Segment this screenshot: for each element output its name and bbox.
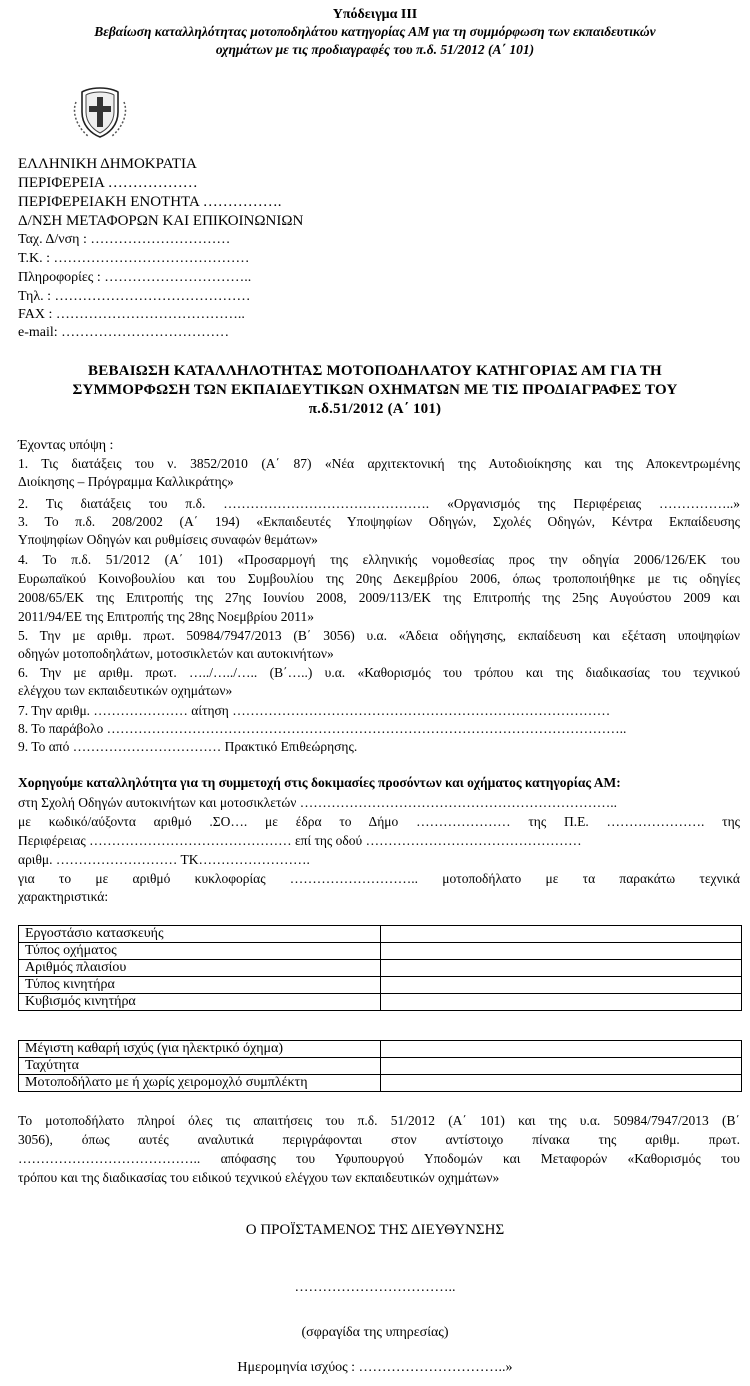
- signatory-role: Ο ΠΡΟΪΣΤΑΜΕΝΟΣ ΤΗΣ ΔΙΕΥΘΥΝΣΗΣ: [245, 1222, 505, 1238]
- document-title-line-3: π.δ.51/2012 (Α΄ 101): [308, 401, 442, 417]
- table-cell-label: Μέγιστη καθαρή ισχύς (για ηλεκτρικό όχημα): [19, 1041, 381, 1058]
- considering-line: 9. Το από …………………………… Πρακτικό Επιθεώρησης.: [18, 739, 358, 754]
- grant-line: αριθμ. ……………………… ΤΚ…………………….: [18, 852, 310, 867]
- grant-line: για το με αριθμό κυκλοφορίας ……………………….. μοτοποδήλατο με τα παρακάτω τεχνικά: [18, 871, 740, 886]
- considering-line: 2. Τις διατάξεις του π.δ. ………………………………………. «Οργανισμός της Περιφέρειας ……………..»: [18, 496, 740, 511]
- table-cell-value: [381, 1058, 742, 1075]
- coat-of-arms-icon: [70, 82, 130, 142]
- table-cell-value: [381, 1041, 742, 1058]
- table-row: [19, 1041, 742, 1058]
- table-cell-value: [381, 977, 742, 994]
- considering-line: 7. Την αριθμ. ………………… αίτηση …………………………………………………………………………: [18, 703, 611, 718]
- authority-line: ΕΛΛΗΝΙΚΗ ΔΗΜΟΚΡΑΤΙΑ: [18, 156, 197, 172]
- document-title-line-2: ΣΥΜΜΟΡΦΩΣΗ ΤΩΝ ΕΚΠΑΙΔΕΥΤΙΚΩΝ ΟΧΗΜΑΤΩΝ ΜΕ ΤΙΣ ΠΡΟΔΙΑΓΡΑΦΕΣ ΤΟΥ: [72, 382, 678, 398]
- authority-line: FAX : …………………………………..: [18, 307, 245, 322]
- authority-line: ΠΕΡΙΦΕΡΕΙΑ ………………: [18, 175, 198, 191]
- vehicle-specs-table: [18, 925, 742, 1011]
- table-row: [19, 1058, 742, 1075]
- table-row: [19, 943, 742, 960]
- subtitle-line-2: οχημάτων με τις προδιαγραφές του π.δ. 51/2012 (Α΄ 101): [215, 42, 535, 57]
- authority-line: Ταχ. Δ/νση : …………………………: [18, 232, 231, 247]
- validity-date: Ημερομηνία ισχύος : …………………………..»: [237, 1360, 513, 1375]
- table-row: [19, 994, 742, 1011]
- considering-line: ελέγχου των εκπαιδευτικών οχημάτων»: [18, 683, 233, 698]
- table-cell-label: Αριθμός πλαισίου: [19, 960, 381, 977]
- authority-line: Τηλ. : ……………………………………: [18, 289, 251, 304]
- considering-line: 1. Τις διατάξεις του ν. 3852/2010 (Α΄ 87) «Νέα αρχιτεκτονική της Αυτοδιοίκησης και της Αποκεντρωμένης: [18, 456, 740, 471]
- table-cell-value: [381, 943, 742, 960]
- table-row: [19, 977, 742, 994]
- table-cell-label: Τύπος κινητήρα: [19, 977, 381, 994]
- table-row: [19, 1075, 742, 1092]
- compliance-line: ………………………………….. απόφασης του Υφυπουργού Υποδομών και Μεταφορών «Καθορισμός του: [18, 1151, 740, 1166]
- table-cell-label: Κυβισμός κινητήρα: [19, 994, 381, 1011]
- table-cell-label: Τύπος οχήματος: [19, 943, 381, 960]
- grant-line: Περιφέρειας ……………………………………… επί της οδού …………………………………………: [18, 833, 582, 848]
- grant-line: χαρακτηριστικά:: [18, 889, 109, 904]
- considering-line: Ευρωπαϊκού Κοινοβουλίου και του Συμβουλίου της 20ης Δεκεμβρίου 2006, όπως τροποποιήθηκε με τις οδηγίες: [18, 571, 740, 586]
- table-cell-label: Εργοστάσιο κατασκευής: [19, 926, 381, 943]
- table-cell-label: Ταχύτητα: [19, 1058, 381, 1075]
- considering-intro: Έχοντας υπόψη :: [18, 438, 114, 453]
- table-cell-value: [381, 960, 742, 977]
- table-cell-label: Μοτοποδήλατο με ή χωρίς χειρομοχλό συμπλέκτη: [19, 1075, 381, 1092]
- grant-line: στη Σχολή Οδηγών αυτοκινήτων και μοτοσικλετών ……………………………………………………………..: [18, 795, 618, 810]
- authority-line: Δ/ΝΣΗ ΜΕΤΑΦΟΡΩΝ ΚΑΙ ΕΠΙΚΟΙΝΩΝΙΩΝ: [18, 213, 304, 229]
- compliance-line: 3056), όπως αυτές αναλυτικά περιγράφονται στον αντίστοιχο πίνακα της αριθμ. πρωτ.: [18, 1132, 740, 1147]
- considering-line: 2011/94/ΕΕ της Επιτροπής της 28ης Νοεμβρίου 2011»: [18, 609, 314, 624]
- table-row: [19, 960, 742, 977]
- compliance-line: Το μοτοποδήλατο πληροί όλες τις απαιτήσεις του π.δ. 51/2012 (Α΄ 101) και της υ.α. 50984/7947/2013 (Β΄: [18, 1113, 740, 1128]
- subtitle-line-1: Βεβαίωση καταλληλότητας μοτοποδηλάτου κατηγορίας ΑΜ για τη συμμόρφωση των εκπαιδευτικών: [94, 24, 656, 39]
- considering-line: 8. Το παράβολο ……………………………………………………………………………………………………..: [18, 721, 627, 736]
- considering-line: Διοίκησης – Πρόγραμμα Καλλικράτης»: [18, 474, 234, 489]
- table-cell-value: [381, 994, 742, 1011]
- table-cell-value: [381, 1075, 742, 1092]
- authority-line: e-mail: ………………………………: [18, 325, 230, 340]
- grant-heading: Χορηγούμε καταλληλότητα για τη συμμετοχή στις δοκιμασίες προσόντων και οχήματος κατηγορίας ΑΜ:: [18, 775, 621, 790]
- considering-line: 2008/65/ΕΚ της Επιτροπής της 27ης Ιουνίου 2008, 2009/113/ΕΚ της Επιτροπής της 25ης Αυγούστου 2009 και: [18, 590, 740, 605]
- signature-dots: ……………………………..: [294, 1280, 456, 1295]
- stamp-label: (σφραγίδα της υπηρεσίας): [301, 1325, 449, 1340]
- considering-line: 5. Την με αριθμ. πρωτ. 50984/7947/2013 (Β΄ 3056) υ.α. «Άδεια οδήγησης, εκπαίδευση και εξέταση υποψηφίων: [18, 628, 740, 643]
- authority-line: Τ.Κ. : ……………………………………: [18, 251, 250, 266]
- table-row: [19, 926, 742, 943]
- considering-line: 3. Το π.δ. 208/2002 (Α΄ 194) «Εκπαιδευτές Υποψηφίων Οδηγών, Σχολές Οδηγών, Κέντρα Εκπαίδευσης: [18, 514, 740, 529]
- authority-line: Πληροφορίες : …………………………..: [18, 270, 252, 285]
- considering-line: 6. Την με αριθμ. πρωτ. …../…../….. (Β΄…..) υ.α. «Καθορισμός του τρόπου και της διαδικασίας του τεχνικού: [18, 665, 740, 680]
- compliance-line: τρόπου και της διαδικασίας του ειδικού τεχνικού ελέγχου των εκπαιδευτικών οχημάτων»: [18, 1170, 500, 1185]
- considering-line: οδηγών μοτοποδηλάτων, μοτοσικλετών και αυτοκινήτων»: [18, 646, 334, 661]
- vehicle-extra-table: [18, 1040, 742, 1092]
- annex-label: Υπόδειγμα ΙΙΙ: [332, 7, 418, 22]
- document-title-line-1: ΒΕΒΑΙΩΣΗ ΚΑΤΑΛΛΗΛΟΤΗΤΑΣ ΜΟΤΟΠΟΔΗΛΑΤΟΥ ΚΑΤΗΓΟΡΙΑΣ ΑΜ ΓΙΑ ΤΗ: [88, 363, 662, 379]
- grant-line: με κωδικό/αύξοντα αριθμό .ΣΟ…. με έδρα το Δήμο ………………… της Π.Ε. …………………. της: [18, 814, 740, 829]
- considering-line: Υποψηφίων Οδηγών και ρυθμίσεις συναφών θεμάτων»: [18, 532, 318, 547]
- table-cell-value: [381, 926, 742, 943]
- considering-line: 4. Το π.δ. 51/2012 (Α΄ 101) «Προσαρμογή της ελληνικής νομοθεσίας προς την οδηγία 2006/126/ΕΚ του: [18, 552, 740, 567]
- authority-line: ΠΕΡΙΦΕΡΕΙΑΚΗ ΕΝΟΤΗΤΑ …………….: [18, 194, 282, 210]
